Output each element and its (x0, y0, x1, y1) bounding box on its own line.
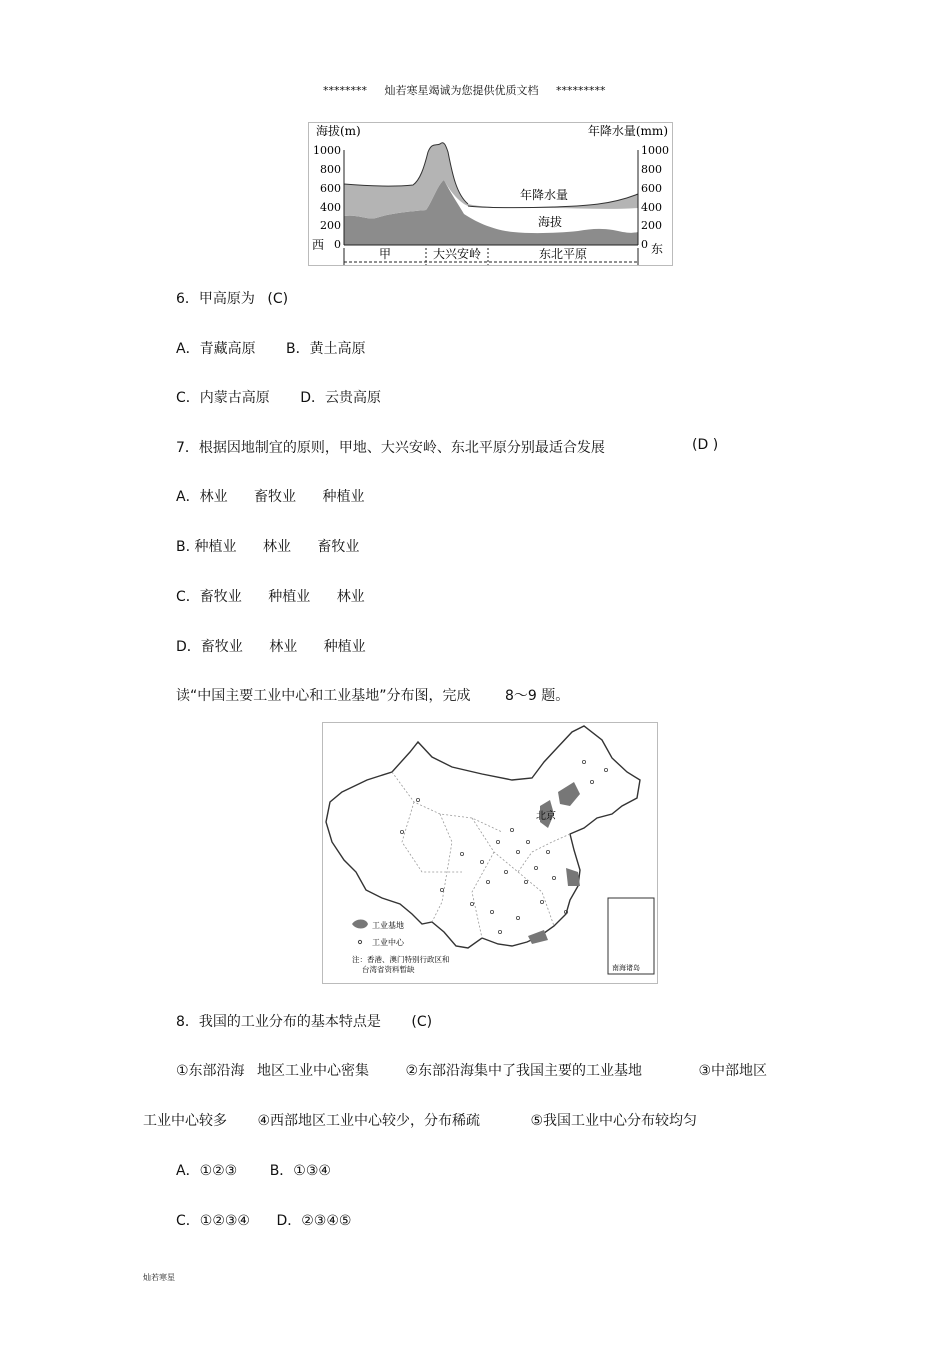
page-header (323, 82, 606, 98)
q8-options-row2 (176, 1210, 351, 1230)
precipitation-area (344, 143, 638, 219)
option-part: 林业 (336, 589, 365, 605)
tick-label: 800 (641, 163, 662, 176)
option-part: 种植业 (268, 589, 311, 605)
statement: ③中部地区 (698, 1063, 768, 1079)
statement: ①东部沿海 (176, 1063, 245, 1079)
q6-stem: 6．甲高原为 (176, 291, 255, 307)
map-note-1: 注：香港、澳门特别行政区和 (352, 955, 450, 964)
option: C．内蒙古高原 (176, 390, 270, 406)
q8-stem: 8．我国的工业分布的基本特点是 (176, 1014, 381, 1030)
statement: ⑤我国工业中心分布较均匀 (530, 1113, 698, 1129)
south-china-sea-inset (608, 898, 654, 974)
option: C．①②③④ (176, 1213, 250, 1229)
q8-options-row1 (176, 1160, 331, 1180)
region-label: 东北平原 (538, 247, 588, 261)
east-label: 东 (651, 242, 664, 256)
china-industry-map (322, 722, 658, 984)
region-label: 大兴安岭 (432, 247, 482, 261)
statement: 地区工业中心密集 (257, 1063, 370, 1079)
q8-statement-line1 (176, 1060, 767, 1080)
statement: ②东部沿海集中了我国主要的工业基地 (405, 1063, 643, 1079)
option-part: B. 种植业 (176, 539, 237, 555)
option: A．①②③ (176, 1163, 238, 1179)
left-axis-title: 海拔(m) (316, 124, 361, 138)
q8-statement-line2 (143, 1110, 697, 1130)
tick-label: 600 (641, 182, 662, 195)
header-text: 灿若寒星竭诚为您提供优质文档 (384, 84, 539, 97)
q7-option-c (176, 586, 365, 606)
intro-text: 读“中国主要工业中心和工业基地”分布图，完成 (176, 688, 471, 704)
tick-label: 200 (641, 219, 662, 232)
option-part: 畜牧业 (317, 539, 360, 555)
tick-label: 200 (320, 219, 341, 232)
right-axis-title: 年降水量(mm) (587, 124, 668, 138)
statement: ④西部地区工业中心较少，分布稀疏 (257, 1113, 481, 1129)
tick-label: 0 (334, 238, 341, 251)
page-footer: 灿若寒星 (143, 1273, 175, 1282)
precipitation-label: 年降水量 (520, 188, 569, 202)
option-part: 林业 (262, 539, 291, 555)
q6-options-row2 (176, 387, 381, 407)
header-left-stars: ******** (323, 84, 367, 97)
capital-label: 北京 (536, 811, 556, 822)
q7-answer: (D ) (692, 437, 719, 453)
option-part: 畜牧业 (254, 489, 297, 505)
q8-stem-line (176, 1011, 432, 1031)
header-right-stars: ********* (556, 84, 606, 97)
intro-range: 8～9 题。 (504, 688, 570, 704)
q7-option-b (176, 536, 359, 556)
option: B．黄土高原 (286, 341, 366, 357)
tick-label: 600 (320, 182, 341, 195)
option: A．青藏高原 (176, 341, 256, 357)
tick-label: 400 (320, 201, 341, 214)
option-part: 种植业 (322, 489, 365, 505)
legend-center: 工业中心 (372, 938, 404, 947)
left-ticks (313, 144, 341, 251)
terrain-precipitation-profile (308, 122, 673, 266)
tick-label: 400 (641, 201, 662, 214)
tick-label: 800 (320, 163, 341, 176)
elevation-label: 海拔 (538, 215, 563, 229)
q6-stem-line (176, 288, 288, 308)
tick-label: 0 (641, 238, 648, 251)
map-note-2: 台湾省资料暂缺 (362, 965, 415, 974)
option-part: 种植业 (323, 639, 366, 655)
option: D．②③④⑤ (276, 1213, 352, 1229)
option-part: C．畜牧业 (176, 589, 242, 605)
q8-answer: (C) (411, 1014, 433, 1030)
option-part: D．畜牧业 (176, 639, 243, 655)
inset-label: 南海诸岛 (612, 964, 640, 972)
option-part: A．林业 (176, 489, 228, 505)
q7-option-a (176, 486, 364, 506)
q7-stem: 7．根据因地制宜的原则，甲地、大兴安岭、东北平原分别最适合发展 (176, 440, 605, 456)
option: B．①③④ (269, 1163, 331, 1179)
option: D．云贵高原 (300, 390, 382, 406)
q6-options-row1 (176, 338, 366, 358)
q7-option-d (176, 636, 366, 656)
tick-label: 1000 (313, 144, 341, 157)
q6-answer: (C) (267, 291, 289, 307)
map-intro (176, 685, 569, 705)
option-part: 林业 (269, 639, 298, 655)
west-label: 西 (312, 238, 325, 252)
tick-label: 1000 (641, 144, 669, 157)
region-label: 甲 (378, 247, 392, 261)
right-ticks (641, 144, 669, 251)
statement: 工业中心较多 (143, 1113, 227, 1129)
legend-base: 工业基地 (372, 921, 404, 930)
